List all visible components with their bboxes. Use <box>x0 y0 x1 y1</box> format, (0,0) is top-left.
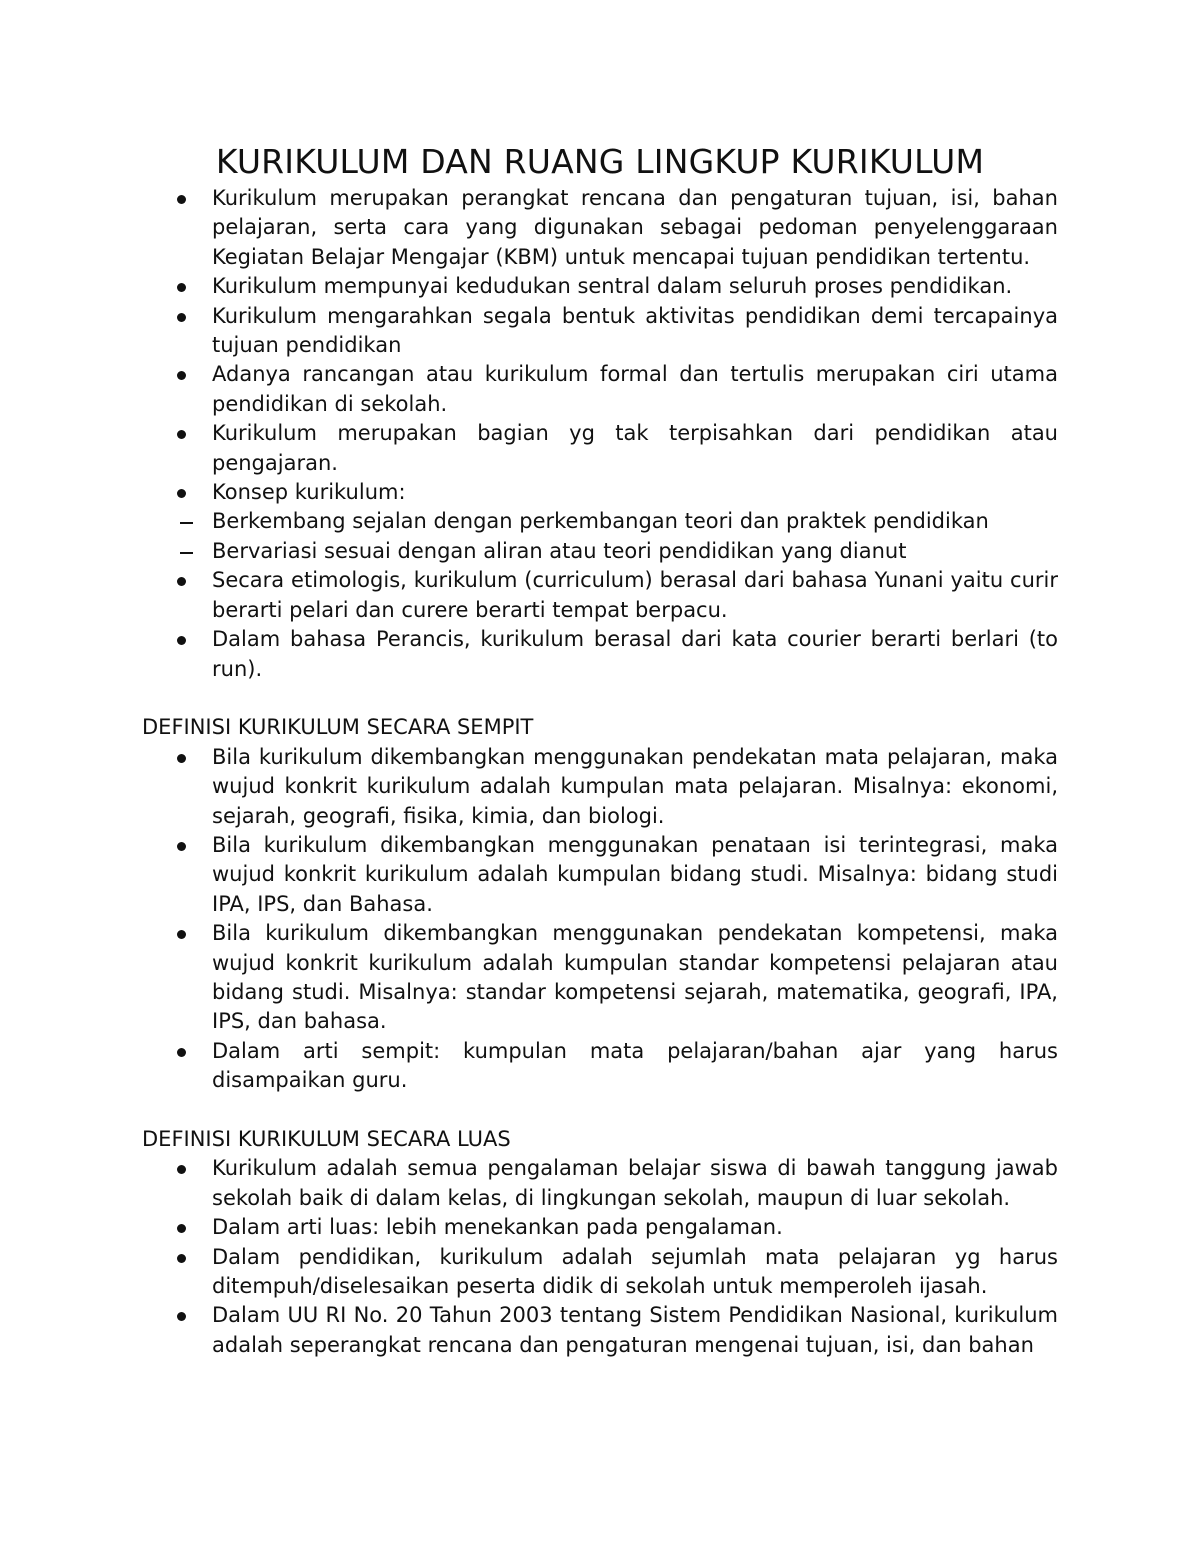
list-item: Kurikulum mengarahkan segala bentuk aktivitas pendidikan demi tercapainya tujuan pendidikan <box>142 302 1058 361</box>
list-item: Kurikulum merupakan perangkat rencana dan pengaturan tujuan, isi, bahan pelajaran, serta cara yang digunakan sebagai pedoman penyelenggaraan Kegiatan Belajar Mengajar (KBM) untuk mencapai tujuan pendidikan tertentu. <box>142 184 1058 272</box>
section-heading-sempit: DEFINISI KURIKULUM SECARA SEMPIT <box>142 715 534 740</box>
list-item: Kurikulum mempunyai kedudukan sentral dalam seluruh proses pendidikan. <box>142 272 1058 301</box>
document-title: KURIKULUM DAN RUANG LINGKUP KURIKULUM <box>215 142 985 181</box>
document-page <box>142 140 1058 1360</box>
list-item: Kurikulum adalah semua pengalaman belajar siswa di bawah tanggung jawab sekolah baik di dalam kelas, di lingkungan sekolah, maupun di luar sekolah. <box>142 1154 1058 1213</box>
list-item: Dalam UU RI No. 20 Tahun 2003 tentang Sistem Pendidikan Nasional, kurikulum adalah seperangkat rencana dan pengaturan mengenai tujuan, isi, dan bahan <box>142 1301 1058 1360</box>
section-heading-luas: DEFINISI KURIKULUM SECARA LUAS <box>142 1126 511 1151</box>
list-item: Kurikulum merupakan bagian yg tak terpisahkan dari pendidikan atau pengajaran. <box>142 419 1058 478</box>
luas-list <box>142 1154 1058 1360</box>
list-item: Dalam arti sempit: kumpulan mata pelajaran/bahan ajar yang harus disampaikan guru. <box>142 1037 1058 1096</box>
list-item: Konsep kurikulum: <box>142 478 1058 507</box>
list-item: Dalam arti luas: lebih menekankan pada pengalaman. <box>142 1213 1058 1242</box>
list-item: Bila kurikulum dikembangkan menggunakan penataan isi terintegrasi, maka wujud konkrit kurikulum adalah kumpulan bidang studi. Misalnya: bidang studi IPA, IPS, dan Bahasa. <box>142 831 1058 919</box>
list-item: Dalam bahasa Perancis, kurikulum berasal dari kata courier berarti berlari (to run). <box>142 625 1058 684</box>
list-item: Bila kurikulum dikembangkan menggunakan pendekatan kompetensi, maka wujud konkrit kurikulum adalah kumpulan standar kompetensi pelajaran atau bidang studi. Misalnya: standar kompetensi sejarah, matematika, geografi, IPA, IPS, dan bahasa. <box>142 919 1058 1037</box>
sub-list-item: Bervariasi sesuai dengan aliran atau teori pendidikan yang dianut <box>142 537 1058 566</box>
intro-list-continued <box>142 566 1058 684</box>
sub-list-item: Berkembang sejalan dengan perkembangan teori dan praktek pendidikan <box>142 507 1058 536</box>
list-item: Secara etimologis, kurikulum (curriculum) berasal dari bahasa Yunani yaitu curir berarti pelari dan curere berarti tempat berpacu. <box>142 566 1058 625</box>
sempit-list <box>142 743 1058 1096</box>
list-item: Adanya rancangan atau kurikulum formal dan tertulis merupakan ciri utama pendidikan di sekolah. <box>142 360 1058 419</box>
list-item: Bila kurikulum dikembangkan menggunakan pendekatan mata pelajaran, maka wujud konkrit kurikulum adalah kumpulan mata pelajaran. Misalnya: ekonomi, sejarah, geografi, fisika, kimia, dan biologi. <box>142 743 1058 831</box>
intro-list <box>142 184 1058 507</box>
konsep-sublist <box>142 507 1058 566</box>
list-item: Dalam pendidikan, kurikulum adalah sejumlah mata pelajaran yg harus ditempuh/diselesaikan peserta didik di sekolah untuk memperoleh ijasah. <box>142 1243 1058 1302</box>
